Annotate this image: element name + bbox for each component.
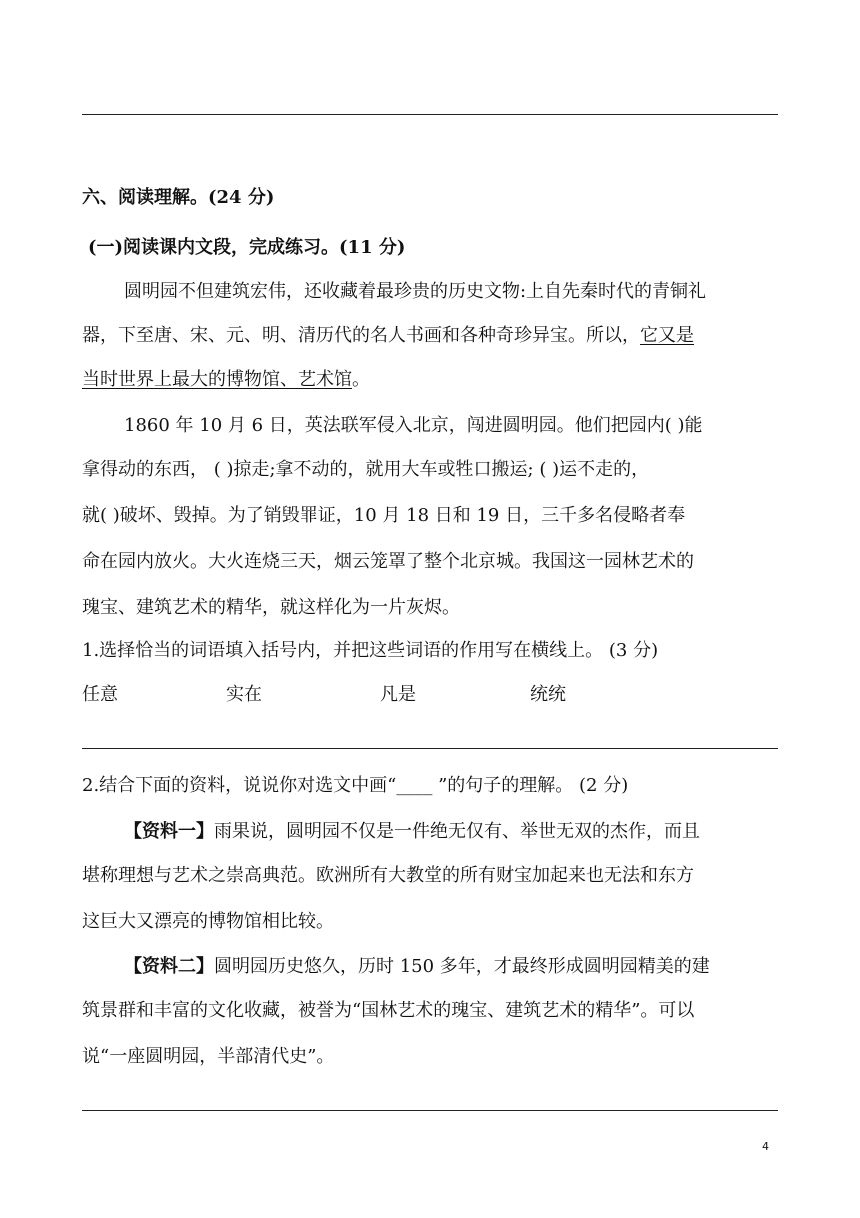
- passage-line: 1860 年 10 月 6 日，英法联军侵入北京，闯进圆明园。他们把园内( )能: [124, 415, 703, 436]
- passage-text: 器，下至唐、宋、元、明、清历代的名人书画和各种奇珍异宝。所以，: [82, 325, 640, 346]
- reference-line: 堪称理想与艺术之崇高典范。欧洲所有大教堂的所有财宝加起来也无法和东方: [82, 865, 694, 886]
- passage-line: [82, 324, 694, 348]
- question-1: 1.选择恰当的词语填入括号内，并把这些词语的作用写在横线上。 (3 分): [82, 640, 659, 661]
- reference-label: 【资料一】: [124, 821, 214, 842]
- section-title: 六、阅读理解。(24 分): [82, 187, 275, 208]
- reference-line: [124, 955, 710, 979]
- answer-line-top: [82, 114, 778, 115]
- underlined-sentence-part: 当时世界上最大的博物馆、艺术馆: [82, 369, 352, 390]
- underlined-sentence-part: 它又是: [640, 325, 694, 346]
- word-choice: 任意: [82, 684, 118, 705]
- page-number: 4: [762, 1140, 769, 1153]
- answer-line-q1: [82, 748, 778, 749]
- subsection-title: (一)阅读课内文段，完成练习。(11 分): [88, 237, 406, 258]
- passage-line: 瑰宝、建筑艺术的精华，就这样化为一片灰烬。: [82, 597, 460, 618]
- passage-line: 命在园内放火。大火连烧三天，烟云笼罩了整个北京城。我国这一园林艺术的: [82, 551, 694, 572]
- reference-line: 筑景群和丰富的文化收藏，被誉为“国林艺术的瑰宝、建筑艺术的精华”。可以: [82, 1000, 695, 1021]
- word-choice: 实在: [226, 684, 262, 705]
- reference-text: 雨果说，圆明园不仅是一件绝无仅有、举世无双的杰作，而且: [214, 821, 700, 842]
- reference-line: 这巨大又漂亮的博物馆相比较。: [82, 911, 334, 932]
- reference-label: 【资料二】: [124, 956, 214, 977]
- question-2: 2.结合下面的资料，说说你对选文中画“____ ”的句子的理解。 (2 分): [82, 775, 629, 796]
- reference-line: 说“一座圆明园，半部清代史”。: [82, 1046, 335, 1067]
- passage-text: 。: [352, 369, 370, 390]
- reference-text: 圆明园历史悠久，历时 150 多年，才最终形成圆明园精美的建: [214, 956, 710, 977]
- word-choice: 凡是: [380, 684, 416, 705]
- word-choice: 统统: [530, 684, 566, 705]
- passage-line: [82, 368, 370, 392]
- passage-line: 就( )破坏、毁掉。为了销毁罪证，10 月 18 日和 19 日，三千多名侵略者奉: [82, 505, 686, 526]
- reference-line: [124, 820, 700, 844]
- answer-line-q2: [82, 1110, 778, 1111]
- passage-line: 圆明园不但建筑宏伟，还收藏着最珍贵的历史文物:上自先秦时代的青铜礼: [124, 281, 707, 302]
- passage-line: 拿得动的东西， ( )掠走;拿不动的，就用大车或牲口搬运; ( )运不走的，: [82, 459, 650, 480]
